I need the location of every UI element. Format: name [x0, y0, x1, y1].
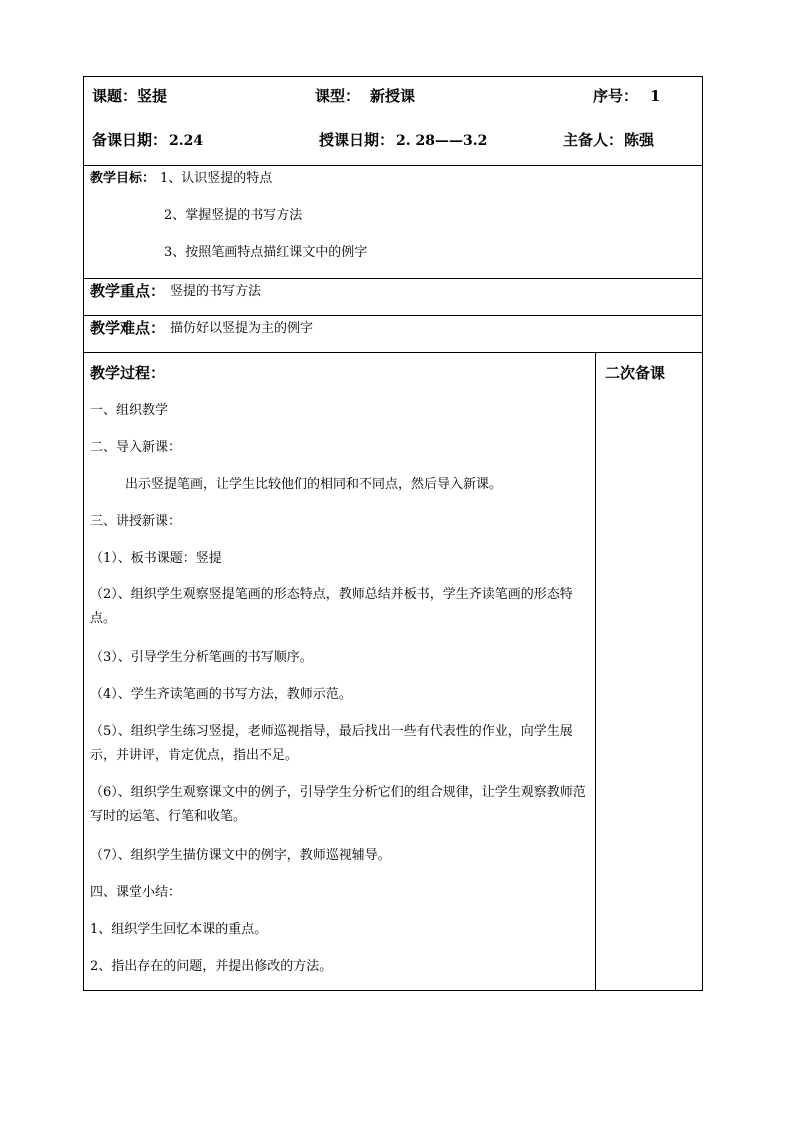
seq-value: 1 — [650, 87, 661, 105]
preparer-label: 主备人： — [563, 131, 624, 149]
goal-item: 3、按照笔画特点描红课文中的例字 — [164, 245, 368, 260]
lesson-plan-table — [83, 76, 703, 991]
row-divider — [84, 165, 702, 166]
seq-label: 序号： — [593, 87, 639, 105]
prep-date-value: 2.24 — [169, 133, 204, 149]
preparer-value: 陈强 — [624, 131, 655, 149]
column-divider — [595, 352, 596, 990]
process-line: 1、组织学生回忆本课的重点。 — [90, 922, 268, 937]
difficulty-value: 描仿好以竖提为主的例字 — [170, 321, 314, 336]
row-divider — [84, 352, 702, 353]
second-prep-label: 二次备课 — [605, 364, 666, 382]
key-point-label: 教学重点： — [90, 282, 166, 300]
type-label: 课型： — [315, 87, 361, 105]
prep-date-label: 备课日期： — [92, 131, 168, 149]
process-line: （5）、组织学生练习竖提，老师巡视指导，最后找出一些有代表性的作业，向学生展示，并讲评，肯定优点，指出不足。 — [90, 724, 573, 763]
process-line: 四、课堂小结： — [90, 885, 182, 900]
process-line: 三、讲授新课： — [90, 514, 182, 529]
key-point-value: 竖提的书写方法 — [170, 284, 262, 299]
teach-date-label: 授课日期： — [319, 131, 395, 149]
goal-item: 1、认识竖提的特点 — [160, 171, 273, 186]
process-line: （3）、引导学生分析笔画的书写顺序。 — [90, 650, 313, 665]
type-value: 新授课 — [370, 87, 416, 105]
process-line: （7）、组织学生描仿课文中的例字，教师巡视辅导。 — [90, 848, 391, 863]
process-line: 出示竖提笔画，让学生比较他们的相同和不同点，然后导入新课。 — [125, 477, 503, 492]
process-line: （2）、组织学生观察竖提笔画的形态特点，教师总结并板书，学生齐读笔画的形态特点。 — [90, 587, 573, 626]
process-line: 2、指出存在的问题，并提出修改的方法。 — [90, 959, 333, 974]
topic-value: 竖提 — [137, 87, 168, 105]
difficulty-label: 教学难点： — [90, 319, 166, 337]
row-divider — [84, 278, 702, 279]
process-line: 一、组织教学 — [90, 403, 169, 418]
process-line: （1）、板书课题：竖提 — [90, 551, 222, 566]
process-label: 教学过程： — [90, 364, 166, 382]
teach-date-value: 2. 28——3.2 — [396, 133, 488, 149]
topic-label: 课题： — [92, 87, 138, 105]
process-line: （6）、组织学生观察课文中的例子，引导学生分析它们的组合规律，让学生观察教师范写时的运笔、行笔和收笔。 — [90, 785, 586, 824]
goals-label: 教学目标： — [90, 171, 156, 186]
process-line: 二、导入新课： — [90, 440, 182, 455]
process-line: （4）、学生齐读笔画的书写方法，教师示范。 — [90, 687, 352, 702]
goal-item: 2、掌握竖提的书写方法 — [164, 208, 303, 223]
row-divider — [84, 315, 702, 316]
